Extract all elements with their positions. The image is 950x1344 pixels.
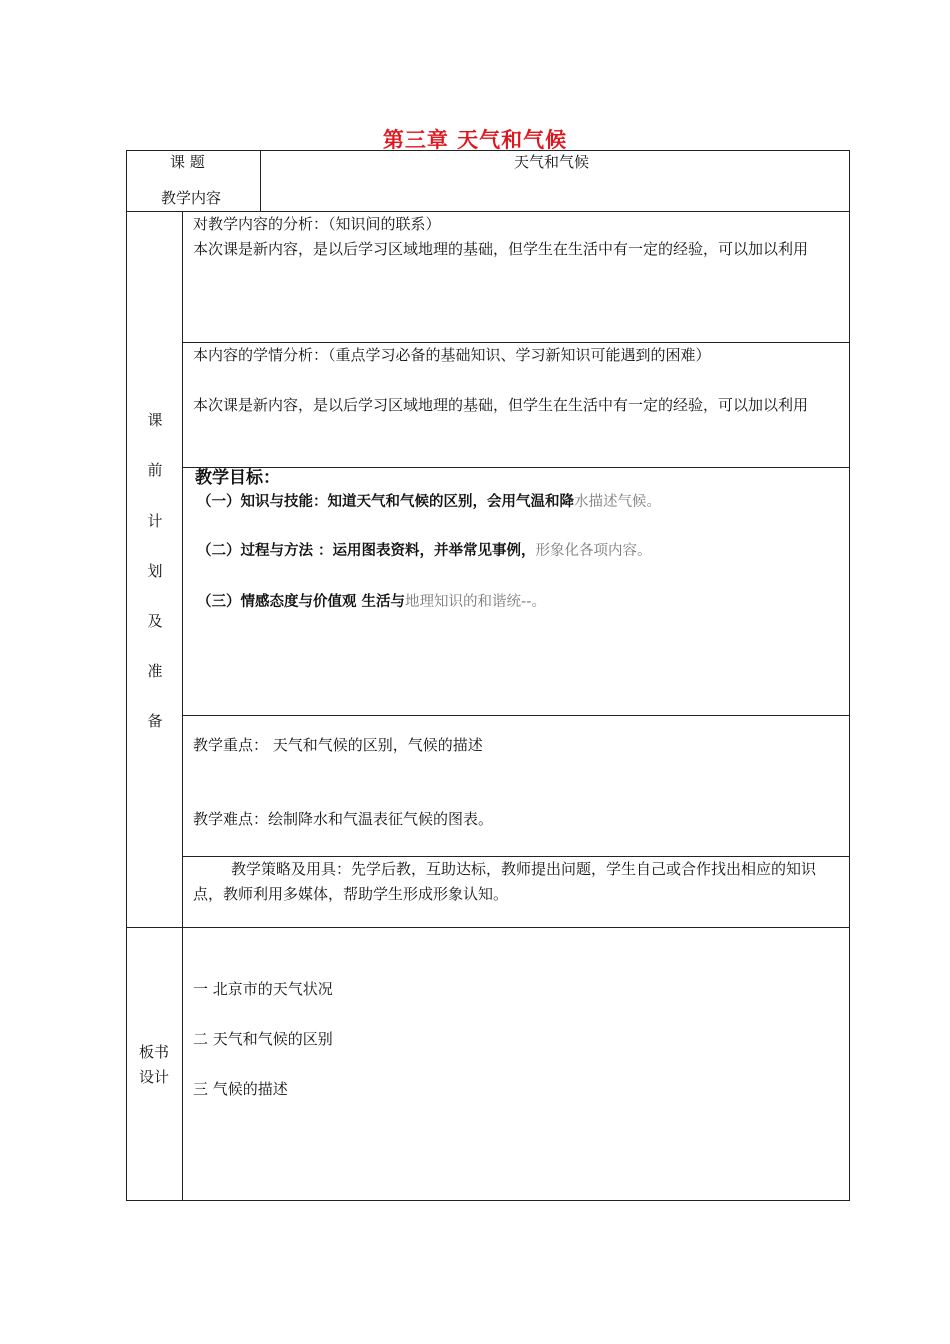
side-char: 备 — [147, 712, 163, 730]
section-divider-3 — [182, 715, 849, 716]
objective-knowledge — [197, 490, 661, 515]
difficulty: 教学难点：绘制降水和气温表征气候的图表。 — [193, 810, 494, 828]
header-label-content: 教学内容 — [161, 189, 222, 207]
board-section-divider — [126, 927, 849, 928]
analysis-body: 本次课是新内容，是以后学习区域地理的基础，但学生在生活中有一定的经验，可以加以利用 — [193, 240, 809, 258]
header-label-topic: 课 题 — [170, 153, 205, 171]
page-title: 第三章 天气和气候 — [382, 128, 568, 152]
objectives-heading: 教学目标： — [195, 468, 280, 488]
section-divider-2 — [182, 467, 849, 468]
objective-process — [197, 539, 652, 564]
side-char: 计 — [147, 512, 163, 530]
board-label-line1: 板书 — [139, 1043, 170, 1061]
objective-process-faded: 形象化各项内容。 — [535, 543, 652, 559]
side-char: 划 — [147, 562, 163, 580]
analysis-heading: 对教学内容的分析：（知识间的联系） — [193, 215, 441, 233]
side-char: 前 — [147, 461, 163, 479]
side-char: 课 — [147, 411, 163, 429]
header-column-divider — [260, 150, 261, 211]
label-column-divider — [182, 211, 183, 1200]
board-item: 一 北京市的天气状况 — [193, 980, 333, 998]
board-label-line2: 设计 — [139, 1068, 170, 1086]
learner-body: 本次课是新内容，是以后学习区域地理的基础，但学生在生活中有一定的经验，可以加以利用 — [193, 396, 809, 414]
board-item: 三 气候的描述 — [193, 1080, 288, 1098]
objective-attitude — [197, 590, 546, 615]
objective-attitude-faded: 地理知识的和谐统--。 — [405, 594, 547, 610]
objective-attitude-main: （三）情感态度与价值观 生活与 — [197, 594, 406, 610]
strategy: 教学策略及用具：先学后教，互助达标，教师提出问题，学生自己或合作找出相应的知识点，教师利用多媒体，帮助学生形成形象认知。 — [193, 860, 817, 903]
learner-heading: 本内容的学情分析：（重点学习必备的基础知识、学习新知识可能遇到的困难） — [193, 346, 711, 364]
side-char: 及 — [147, 612, 163, 630]
side-char: 准 — [147, 662, 163, 680]
board-item: 二 天气和气候的区别 — [193, 1030, 333, 1048]
objective-knowledge-main: （一）知识与技能：知道天气和气候的区别，会用气温和降 — [197, 494, 574, 510]
objective-process-main: （二）过程与方法 ：运用图表资料，并举常见事例， — [197, 543, 536, 559]
key-point: 教学重点： 天气和气候的区别，气候的描述 — [193, 736, 483, 754]
header-topic-value: 天气和气候 — [514, 153, 590, 171]
objective-knowledge-faded: 水描述气候。 — [574, 494, 661, 510]
